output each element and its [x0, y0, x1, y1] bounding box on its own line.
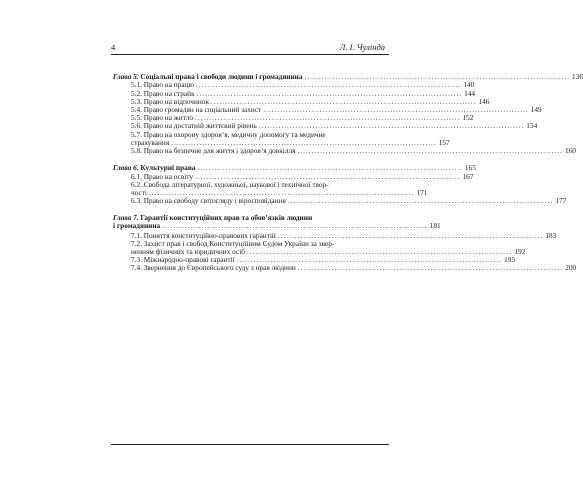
section-title: 5.4. Право громадян на соціальний захист [131, 105, 262, 114]
dot-leader: .............................................................................................. [258, 121, 525, 130]
page-number: 4 [111, 42, 116, 52]
page-ref: 157 [438, 138, 450, 147]
page-ref: 149 [530, 105, 542, 114]
page-ref: 177 [555, 196, 567, 205]
dot-leader: .............................................................................................. [171, 138, 437, 147]
dot-leader: .............................................................................................. [263, 105, 529, 114]
chapter-label: Глава 7. [113, 213, 139, 222]
section-title: 6.3. Право на свободу світогляду і віросповідання [131, 196, 286, 205]
section-title: 5.6. Право на достатній життєвий рівень [131, 121, 257, 130]
running-head-author: Л. І. Чулінда [339, 42, 385, 52]
bottom-rule [111, 444, 389, 445]
toc-section-5-8 [131, 146, 576, 155]
section-title: 5.1. Право на працю [131, 80, 194, 89]
page-ref: 146 [478, 97, 490, 106]
toc-section-6-3 [131, 196, 567, 205]
chapter-title: Гарантії конституційних прав та обов’язків людини [140, 213, 313, 222]
dot-leader: .............................................................................................. [197, 163, 463, 172]
chapter-title: Культурні права [140, 163, 196, 172]
page-ref: 136 [572, 72, 583, 81]
page-ref: 195 [504, 255, 516, 264]
dot-leader: .............................................................................................. [162, 221, 428, 230]
toc-section-6-2-line1: 6.2. Свобода літературної, художньої, наукової і технічної твор- [131, 180, 329, 189]
top-rule [111, 54, 389, 55]
dot-leader: .............................................................................................. [277, 231, 544, 240]
dot-leader: .............................................................................................. [148, 188, 415, 197]
dot-leader: .............................................................................................. [297, 146, 563, 155]
section-title: 6.1. Право на освіту [131, 172, 194, 181]
page-ref: 200 [565, 263, 577, 272]
page-ref: 144 [464, 89, 476, 98]
section-title: 5.8. Право на безпечне для життя і здоров’я довкілля [131, 146, 296, 155]
dot-leader: .............................................................................................. [195, 113, 461, 122]
dot-leader: .............................................................................................. [211, 97, 477, 106]
page-ref: 140 [463, 80, 475, 89]
page-ref: 183 [545, 231, 557, 240]
toc-section-7-4 [131, 263, 577, 272]
dot-leader: .............................................................................................. [297, 263, 564, 272]
section-title: ненням фізичних та юридичних осіб [131, 247, 245, 256]
dot-leader: .............................................................................................. [304, 72, 571, 81]
chapter-title: Соціальні права і свободи людини і громадянина [140, 72, 303, 81]
chapter-label: Глава 6. [113, 163, 139, 172]
dot-leader: .............................................................................................. [246, 247, 513, 256]
page-ref: 181 [429, 221, 441, 230]
section-title: 7.4. Звернення до Європейського суду з прав людини [131, 263, 296, 272]
section-title: чості [131, 188, 147, 197]
dot-leader: .............................................................................................. [195, 172, 461, 181]
dot-leader: .............................................................................................. [196, 89, 463, 98]
page-ref: 154 [526, 121, 538, 130]
page-ref: 165 [464, 163, 476, 172]
section-title: 5.3. Право на відпочинок [131, 97, 209, 106]
toc-section-7-2-line1: 7.2. Захист прав і свобод Конституційним Судом України за звер- [131, 239, 335, 248]
section-title: 5.2. Право на страйк [131, 89, 195, 98]
page-ref: 171 [416, 188, 428, 197]
page-ref: 192 [514, 247, 526, 256]
page-ref: 160 [564, 146, 576, 155]
toc-section-5-7-line1: 5.7. Право на охорону здоров’я, медичну допомогу та медичне [131, 130, 326, 139]
toc-chapter-7 [113, 221, 441, 230]
section-title: 7.3. Міжнародно-правові гарантії [131, 255, 235, 264]
section-title: 5.5. Право на житло [131, 113, 194, 122]
chapter-label: Глава 5. [113, 72, 139, 81]
dot-leader: .............................................................................................. [287, 196, 554, 205]
page-ref: 167 [462, 172, 474, 181]
section-title: 7.1. Поняття конституційно-правових гарантій [131, 231, 276, 240]
dot-leader: .............................................................................................. [236, 255, 503, 264]
dot-leader: .............................................................................................. [195, 80, 462, 89]
section-title: страхування [131, 138, 170, 147]
chapter-title-cont: і громадянина [113, 221, 161, 230]
page-ref: 152 [462, 113, 474, 122]
